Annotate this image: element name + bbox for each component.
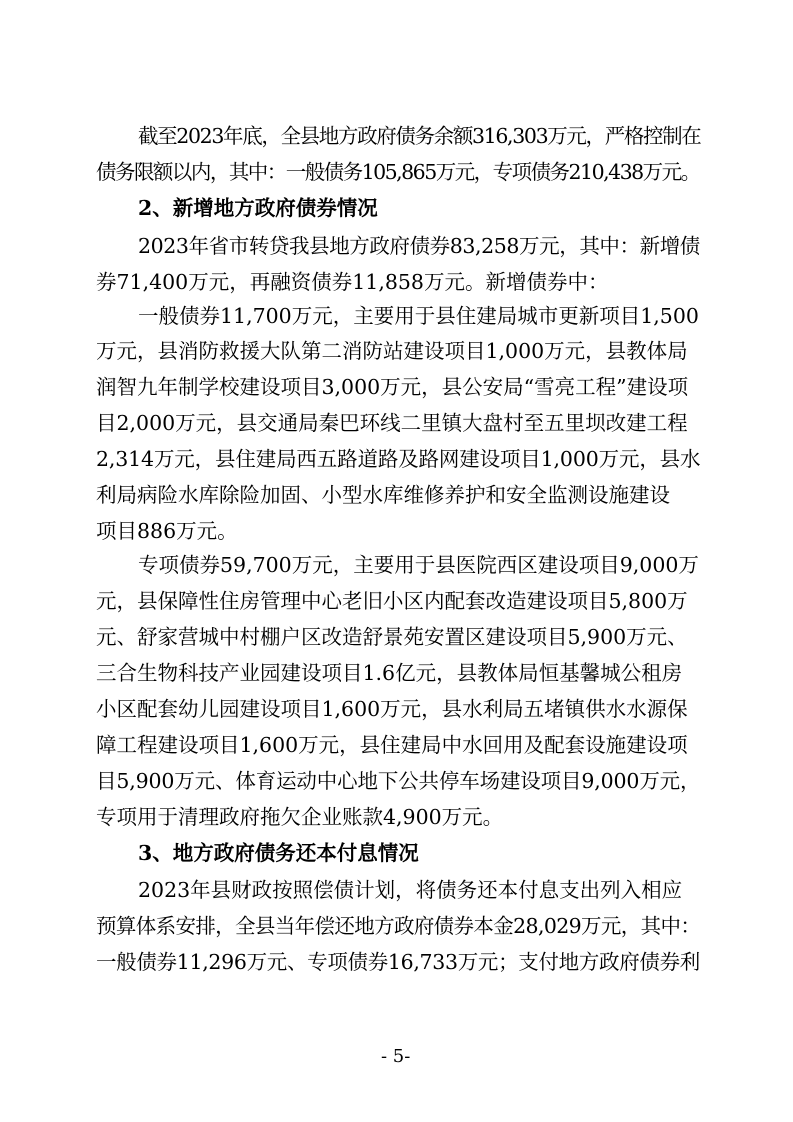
paragraph-line: 万元，县消防救援大队第二消防站建设项目1,000万元，县教体局 (96, 339, 688, 363)
paragraph-line: 债务限额以内，其中：一般债务105,865万元，专项债务210,438万元。 (96, 160, 700, 184)
paragraph-line: 三合生物科技产业园建设项目1.6亿元，县教体局恒基馨城公租房 (96, 661, 683, 685)
paragraph-line: 润智九年制学校建设项目3,000万元，县公安局“雪亮工程”建设项 (96, 375, 689, 399)
paragraph-line: 项目886万元。 (96, 519, 238, 543)
paragraph-line: 小区配套幼儿园建设项目1,600万元，县水利局五堵镇供水水源保 (96, 697, 688, 721)
paragraph-line: 一般债券11,700万元，主要用于县住建局城市更新项目1,500 (138, 304, 699, 328)
page-number: - 5- (381, 1046, 411, 1067)
paragraph-line: 利局病险水库除险加固、小型水库维修养护和安全监测设施建设 (96, 483, 670, 507)
paragraph-line: 券71,400万元，再融资债券11,858万元。新增债券中： (96, 270, 609, 294)
paragraph-line: 2023年县财政按照偿债计划，将债务还本付息支出列入相应 (138, 878, 683, 902)
section-heading: 2、新增地方政府债券情况 (138, 196, 378, 220)
paragraph-line: 目5,900万元、体育运动中心地下公共停车场建设项目9,000万元， (96, 769, 701, 793)
paragraph-line: 障工程建设项目1,600万元，县住建局中水回用及配套设施建设项 (96, 733, 688, 757)
paragraph-line: 元，县保障性住房管理中心老旧小区内配套改造建设项目5,800万 (96, 589, 688, 613)
paragraph-line: 目2,000万元，县交通局秦巴环线二里镇大盘村至五里坝改建工程 (96, 411, 688, 435)
section-heading: 3、地方政府债务还本付息情况 (138, 841, 419, 865)
paragraph-line: 元、舒家营城中村棚户区改造舒景苑安置区建设项目5,900万元、 (96, 625, 688, 649)
paragraph-line: 2,314万元，县住建局西五路道路及路网建设项目1,000万元，县水 (96, 447, 701, 471)
paragraph-line: 专项用于清理政府拖欠企业账款4,900万元。 (96, 805, 504, 829)
paragraph-line: 截至2023年底，全县地方政府债务余额316,303万元，严格控制在 (138, 124, 701, 148)
paragraph-line: 一般债券11,296万元、专项债券16,733万元；支付地方政府债券利 (96, 950, 700, 974)
paragraph-line: 预算体系安排，全县当年偿还地方政府债券本金28,029万元，其中： (96, 914, 701, 938)
paragraph-line: 专项债券59,700万元，主要用于县医院西区建设项目9,000万 (138, 553, 699, 577)
paragraph-line: 2023年省市转贷我县地方政府债券83,258万元，其中：新增债 (138, 234, 700, 258)
